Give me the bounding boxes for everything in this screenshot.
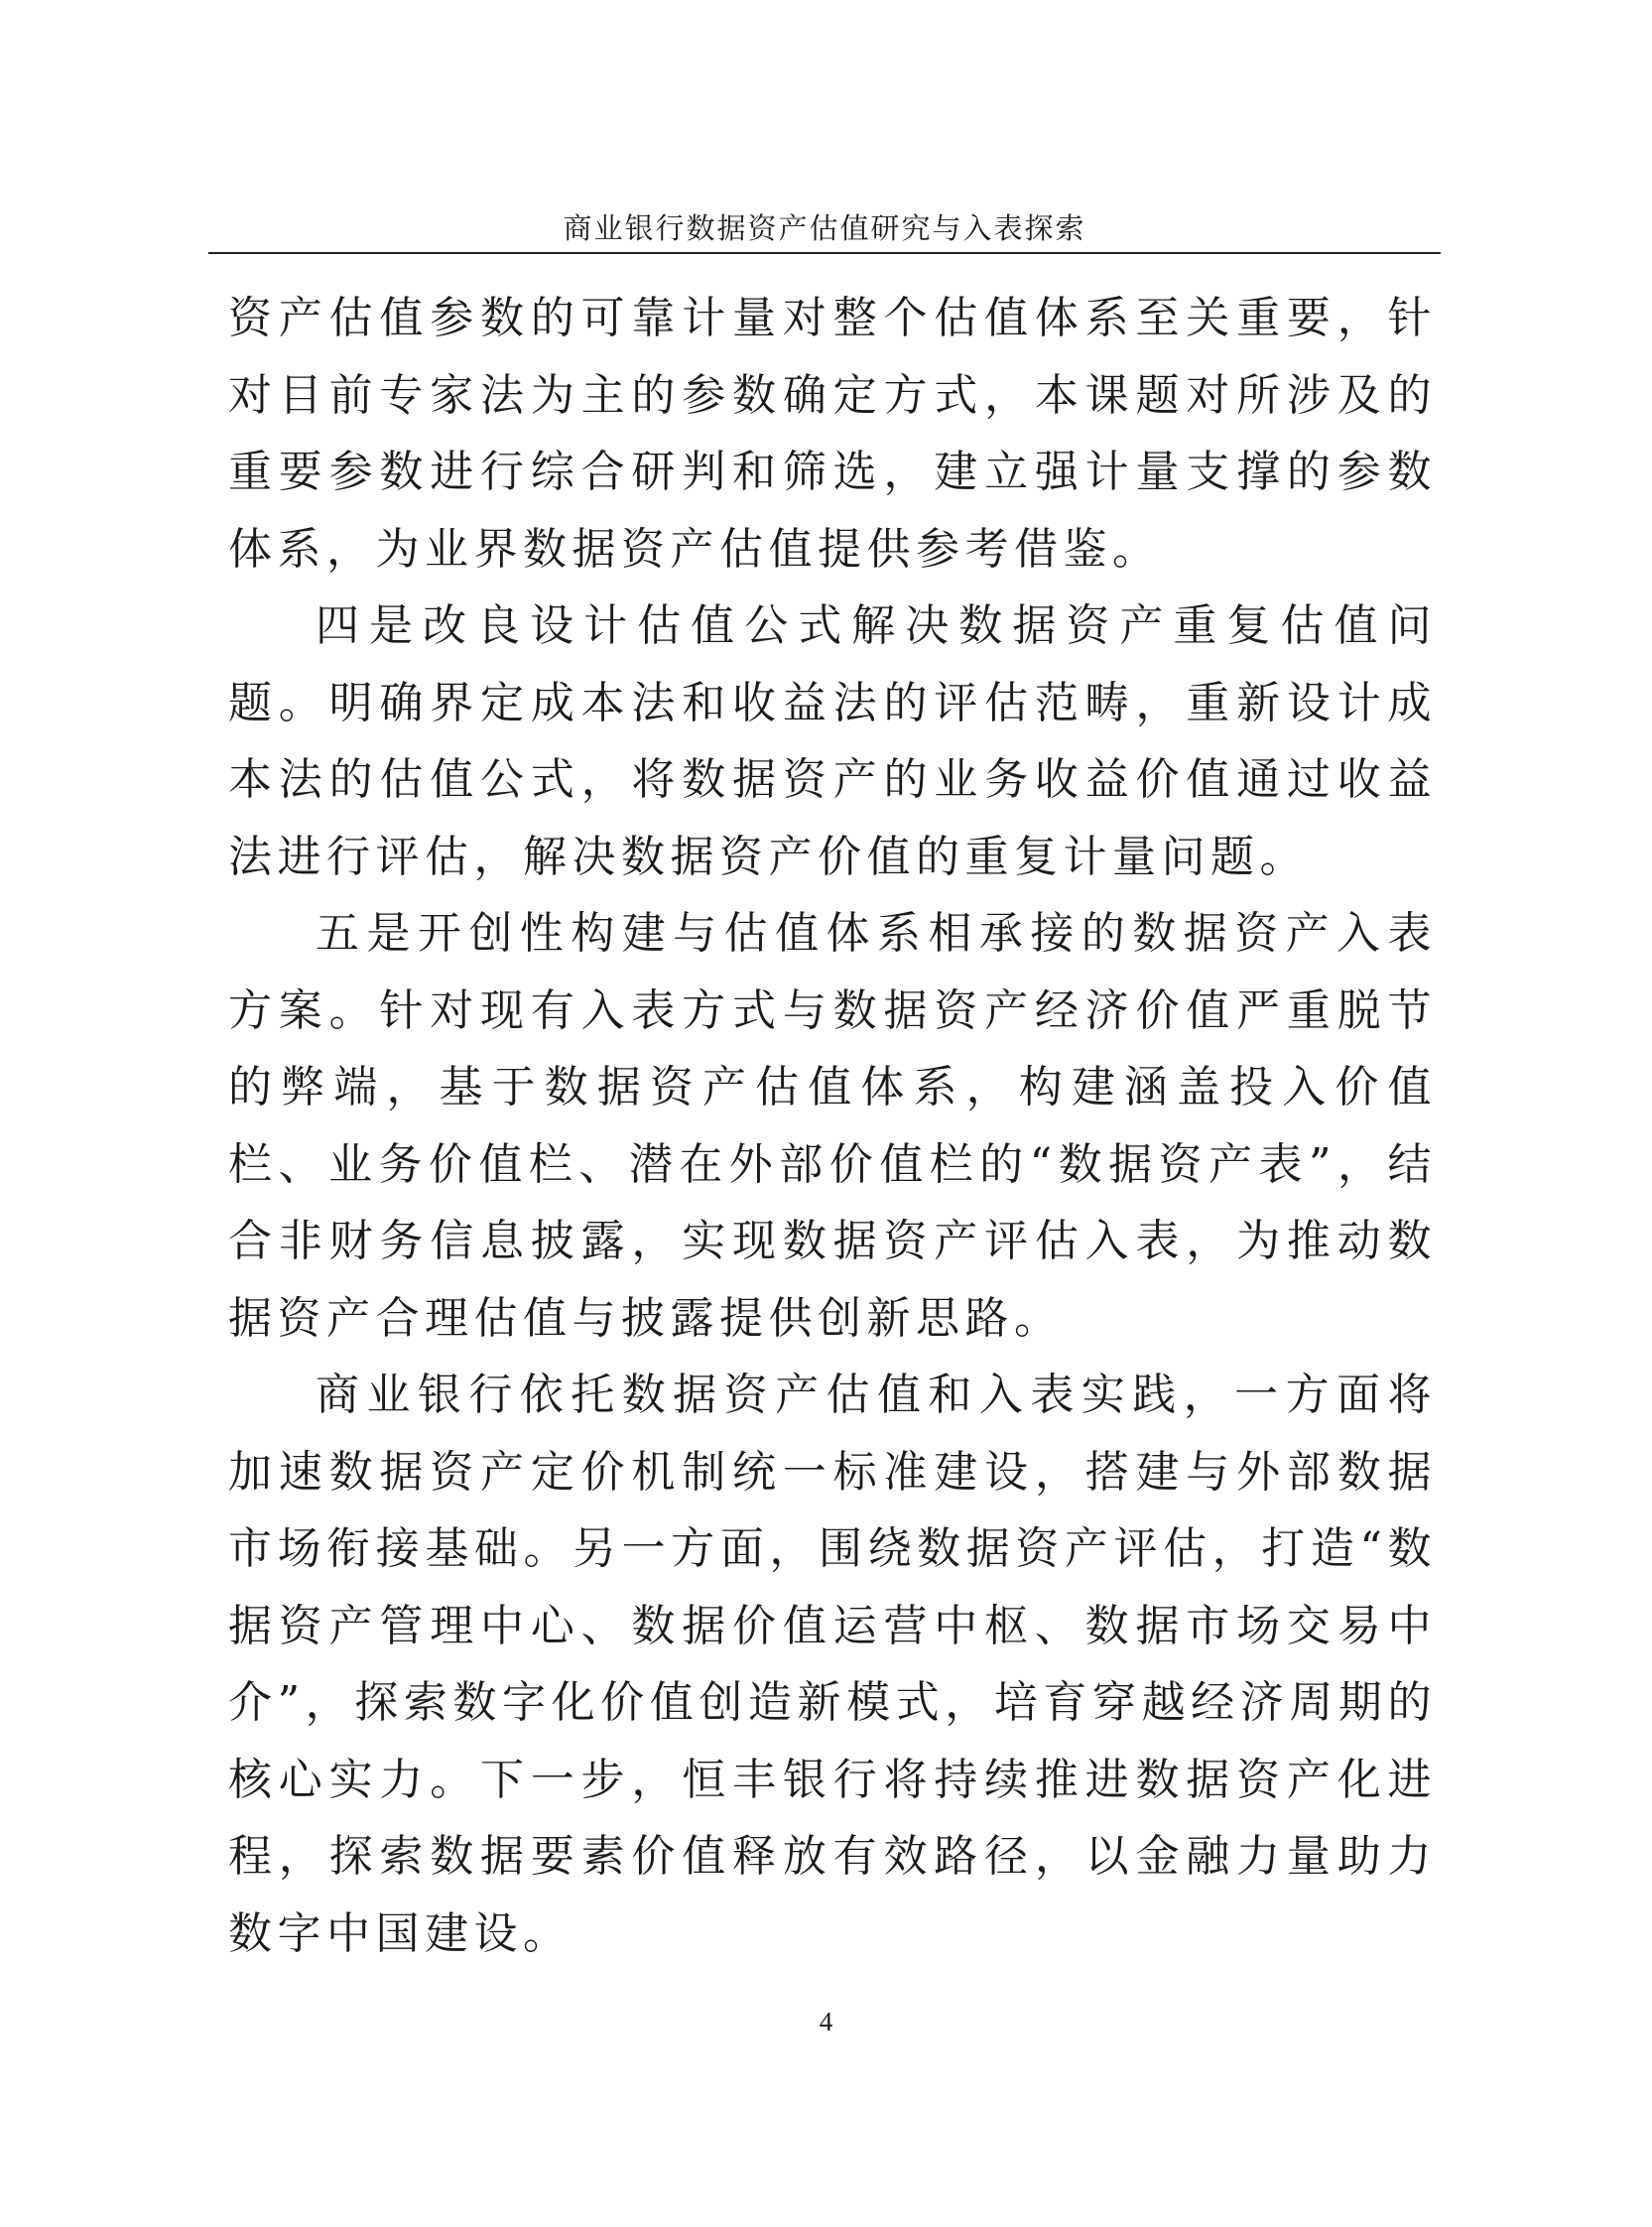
page-header xyxy=(208,206,1441,254)
document-body xyxy=(228,280,1437,1972)
paragraph-point-four: 四是改良设计估值公式解决数据资产重复估值问题。明确界定成本法和收益法的评估范畴，重新设计成本法的估值公式，将数据资产的业务收益价值通过收益法进行评估，解决数据资产价值的重复计量问题。 xyxy=(228,600,1437,882)
page-number: 4 xyxy=(819,2007,833,2036)
paragraph-continued: 资产估值参数的可靠计量对整个估值体系至关重要，针对目前专家法为主的参数确定方式，本课题对所涉及的重要参数进行综合研判和筛选，建立强计量支撑的参数体系，为业界数据资产估值提供参考借鉴。 xyxy=(228,293,1437,575)
header-title: 商业银行数据资产估值研究与入表探索 xyxy=(563,211,1086,245)
paragraph-conclusion: 商业银行依托数据资产估值和入表实践，一方面将加速数据资产定价机制统一标准建设，搭建与外部数据市场衔接基础。另一方面，围绕数据资产评估，打造“数据资产管理中心、数据价值运营中枢、数据市场交易中介”，探索数字化价值创造新模式，培育穿越经济周期的核心实力。下一步，恒丰银行将持续推进数据资产化进程，探索数据要素价值释放有效路径，以金融力量助力数字中国建设。 xyxy=(228,1370,1437,1959)
paragraph-point-five: 五是开创性构建与估值体系相承接的数据资产入表方案。针对现有入表方式与数据资产经济价值严重脱节的弊端，基于数据资产估值体系，构建涵盖投入价值栏、业务价值栏、潜在外部价值栏的“数据资产表”，结合非财务信息披露，实现数据资产评估入表，为推动数据资产合理估值与披露提供创新思路。 xyxy=(228,908,1437,1344)
